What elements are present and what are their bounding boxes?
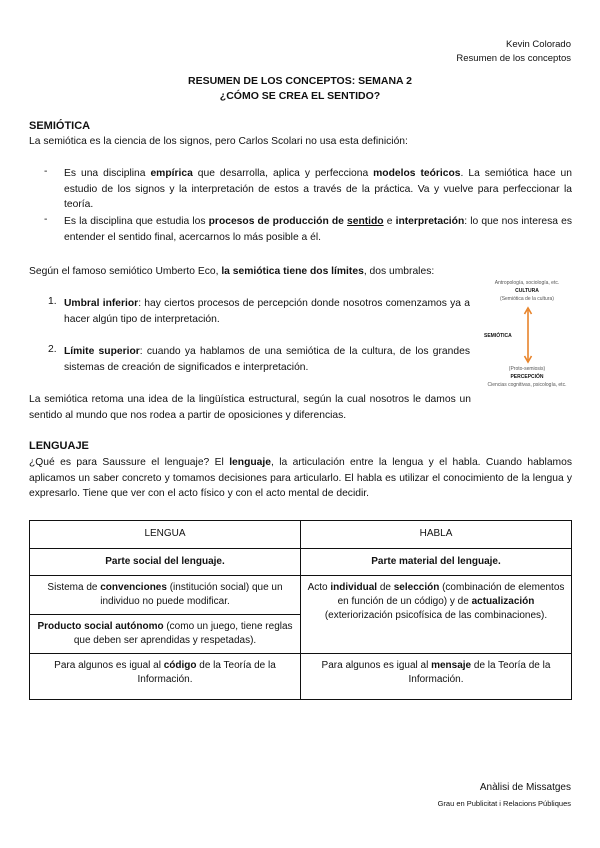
title-line-2: ¿CÓMO SE CREA EL SENTIDO? bbox=[219, 90, 381, 102]
list-item-umbral-inferior: Umbral inferior: hay ciertos procesos de percepción donde nosotros comenzamos ya a hacer algún tipo de interpretación. bbox=[64, 298, 471, 325]
table-cell: Acto individual de selección (combinación de elementos en función de un código) y de actualización (exteriorización psicofísica de las combinaciones). bbox=[301, 576, 572, 654]
lengua-habla-table bbox=[29, 520, 572, 700]
diagram-percepcion-label: PERCEPCIÓN bbox=[510, 374, 544, 380]
semiotics-limits-diagram bbox=[478, 272, 576, 412]
list-number: 1. bbox=[48, 296, 57, 307]
table-row bbox=[30, 576, 572, 615]
author-name: Kevin Colorado bbox=[506, 39, 571, 50]
table-cell: Sistema de convenciones (institución social) que un individuo no puede modificar. bbox=[30, 576, 301, 615]
lenguaje-paragraph: ¿Qué es para Saussure el lenguaje? El lenguaje, la articulación entre la lengua y el habla. Cuando hablamos aplicamos un saber concreto y tomamos decisiones para articularlo. El habla es utilizar el conocimiento de la lengua y expresarlo. Tiene que ver con el acto físico y con el acto mental de decidir. bbox=[29, 457, 572, 499]
double-arrow-icon bbox=[523, 306, 533, 364]
table-row bbox=[30, 549, 572, 576]
table-cell: Producto social autónomo (como un juego, tiene reglas que deben ser aprendidas y respetadas). bbox=[30, 615, 301, 654]
column-header-habla: HABLA bbox=[301, 521, 572, 549]
list-item-limite-superior: Límite superior: cuando ya hablamos de una semiótica de la cultura, de los grandes sistemas de creación de significados e interpretación. bbox=[64, 346, 470, 373]
diagram-cultura-label: CULTURA bbox=[515, 288, 539, 294]
document-title bbox=[0, 74, 600, 104]
bullet-procesos: Es la disciplina que estudia los procesos de producción de sentido e interpretación: lo que nos interesa es entender el sentido final, acercarnos lo más posible a él. bbox=[64, 216, 572, 243]
table-cell: Parte material del lenguaje. bbox=[301, 549, 572, 576]
title-line-1: RESUMEN DE LOS CONCEPTOS: SEMANA 2 bbox=[187, 75, 413, 87]
diagram-bottom-label-1: (Proto-semiosis) bbox=[508, 366, 546, 372]
column-header-lengua: LENGUA bbox=[30, 521, 301, 549]
table-cell: Parte social del lenguaje. bbox=[30, 549, 301, 576]
section-heading-lenguaje: LENGUAJE bbox=[29, 440, 89, 452]
footer-degree: Grau en Publicitat i Relacions Públiques bbox=[437, 799, 571, 808]
section-heading-semiotica: SEMIÓTICA bbox=[29, 120, 91, 132]
table-row bbox=[30, 654, 572, 700]
diagram-bottom-label-3: Ciencias cognitivas, psicología, etc. bbox=[487, 382, 567, 388]
list-number: 2. bbox=[48, 344, 57, 355]
bullet-empirica: Es una disciplina empírica que desarrolla, aplica y perfecciona modelos teóricos. La semiótica hace un estudio de los signos y la interpretación de estos a través de la práctica. Va y vuelve para perfeccionar la teoría. bbox=[64, 168, 572, 210]
bullet-dash: - bbox=[44, 214, 48, 225]
page-header bbox=[456, 38, 571, 66]
semiotica-intro: La semiótica es la ciencia de los signos, pero Carlos Scolari no usa esta definición: bbox=[29, 136, 408, 147]
eco-paragraph: Según el famoso semiótico Umberto Eco, la semiótica tiene dos límites, dos umbrales: bbox=[29, 266, 435, 277]
table-cell: Para algunos es igual al código de la Teoría de la Información. bbox=[30, 654, 301, 700]
diagram-semiotica-label: SEMIÓTICA bbox=[484, 333, 512, 339]
table-cell: Para algunos es igual al mensaje de la Teoría de la Información. bbox=[301, 654, 572, 700]
header-subtitle: Resumen de los conceptos bbox=[456, 53, 571, 64]
table-row bbox=[30, 521, 572, 549]
bullet-dash: - bbox=[44, 166, 48, 177]
diagram-top-label-3: (Semiótica de la cultura) bbox=[500, 296, 554, 302]
footer-course: Anàlisi de Missatges bbox=[479, 782, 571, 793]
closing-paragraph: La semiótica retoma una idea de la lingüística estructural, según la cual nosotros le damos un sentido al mundo que nos rodea a partir de oposiciones y diferencias. bbox=[29, 394, 471, 421]
diagram-top-label-1: Antropología, sociología, etc. bbox=[494, 280, 560, 286]
